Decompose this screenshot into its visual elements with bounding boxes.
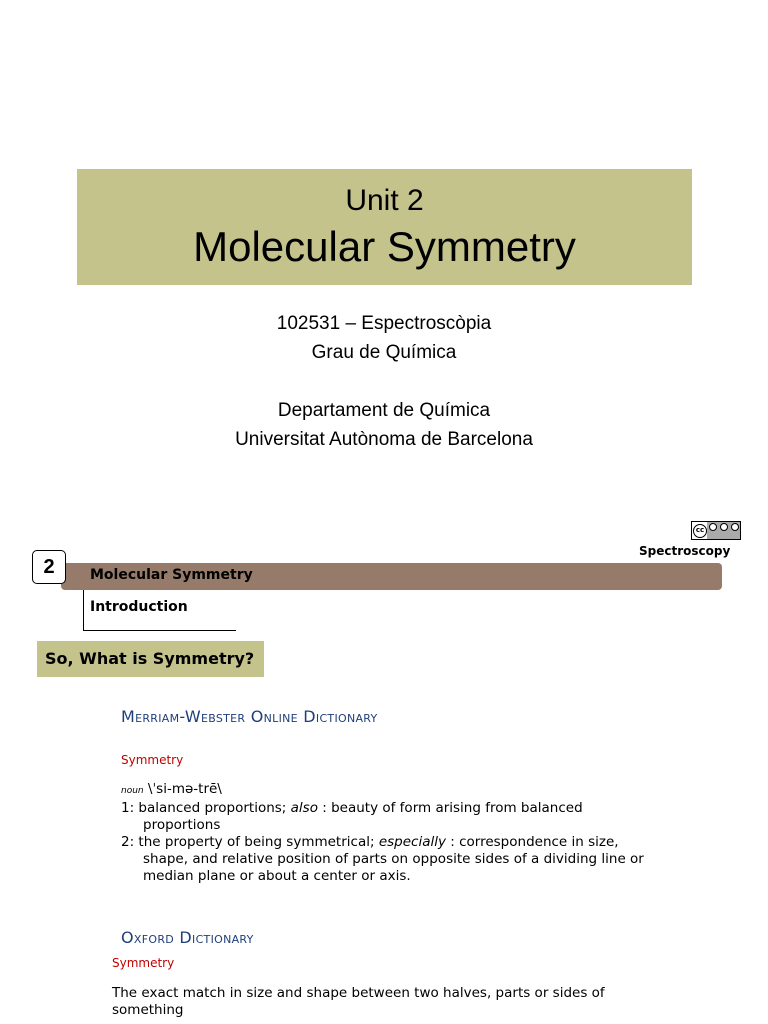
course-code: 102531 – Espectroscòpia [276, 313, 492, 334]
part-of-speech: noun [121, 786, 144, 796]
by-icon [709, 523, 717, 531]
merriam-webster-title: Merriam-Webster Online Dictionary [121, 707, 378, 726]
oxford-title: Oxford Dictionary [121, 928, 254, 947]
section-title: Molecular Symmetry [90, 567, 253, 583]
cc-icon: cc [693, 524, 707, 538]
definition-2-cont2: median plane or about a center or axis. [143, 868, 411, 884]
oxford-definition [112, 985, 605, 1019]
nc-icon [720, 523, 728, 531]
license-badges [707, 522, 740, 539]
definition-2: 2: the property of being symmetrical; especially : correspondence in size, [121, 834, 619, 850]
merriam-term: Symmetry [121, 753, 184, 767]
oxford-def-line2: something [112, 1002, 184, 1018]
divider-vertical [83, 590, 84, 631]
oxford-term: Symmetry [112, 956, 175, 970]
university-name: Universitat Autònoma de Barcelona [235, 429, 533, 450]
definition-1: 1: balanced proportions; also : beauty of form arising from balanced [121, 800, 583, 816]
divider-horizontal [83, 630, 236, 631]
sa-icon [731, 523, 739, 531]
subsection-title: Introduction [90, 599, 188, 615]
page-title: Molecular Symmetry [193, 223, 576, 270]
definition-1-cont: proportions [143, 817, 221, 833]
header-label: Spectroscopy [639, 544, 731, 558]
degree-name: Grau de Química [311, 342, 457, 363]
unit-label: Unit 2 [345, 184, 424, 217]
oxford-def-line1: The exact match in size and shape between two halves, parts or sides of [112, 985, 605, 1001]
cc-license-icon [691, 521, 741, 540]
title-banner [77, 169, 692, 285]
definition-2-cont: shape, and relative position of parts on opposite sides of a dividing line or [143, 851, 644, 867]
slide-number: 2 [32, 550, 66, 584]
pronunciation-line [121, 781, 644, 800]
pronunciation: \ˈsi-mə-trē\ [143, 781, 222, 797]
question-heading: So, What is Symmetry? [37, 641, 264, 677]
department-name: Departament de Química [277, 400, 491, 421]
merriam-definition [121, 781, 644, 885]
